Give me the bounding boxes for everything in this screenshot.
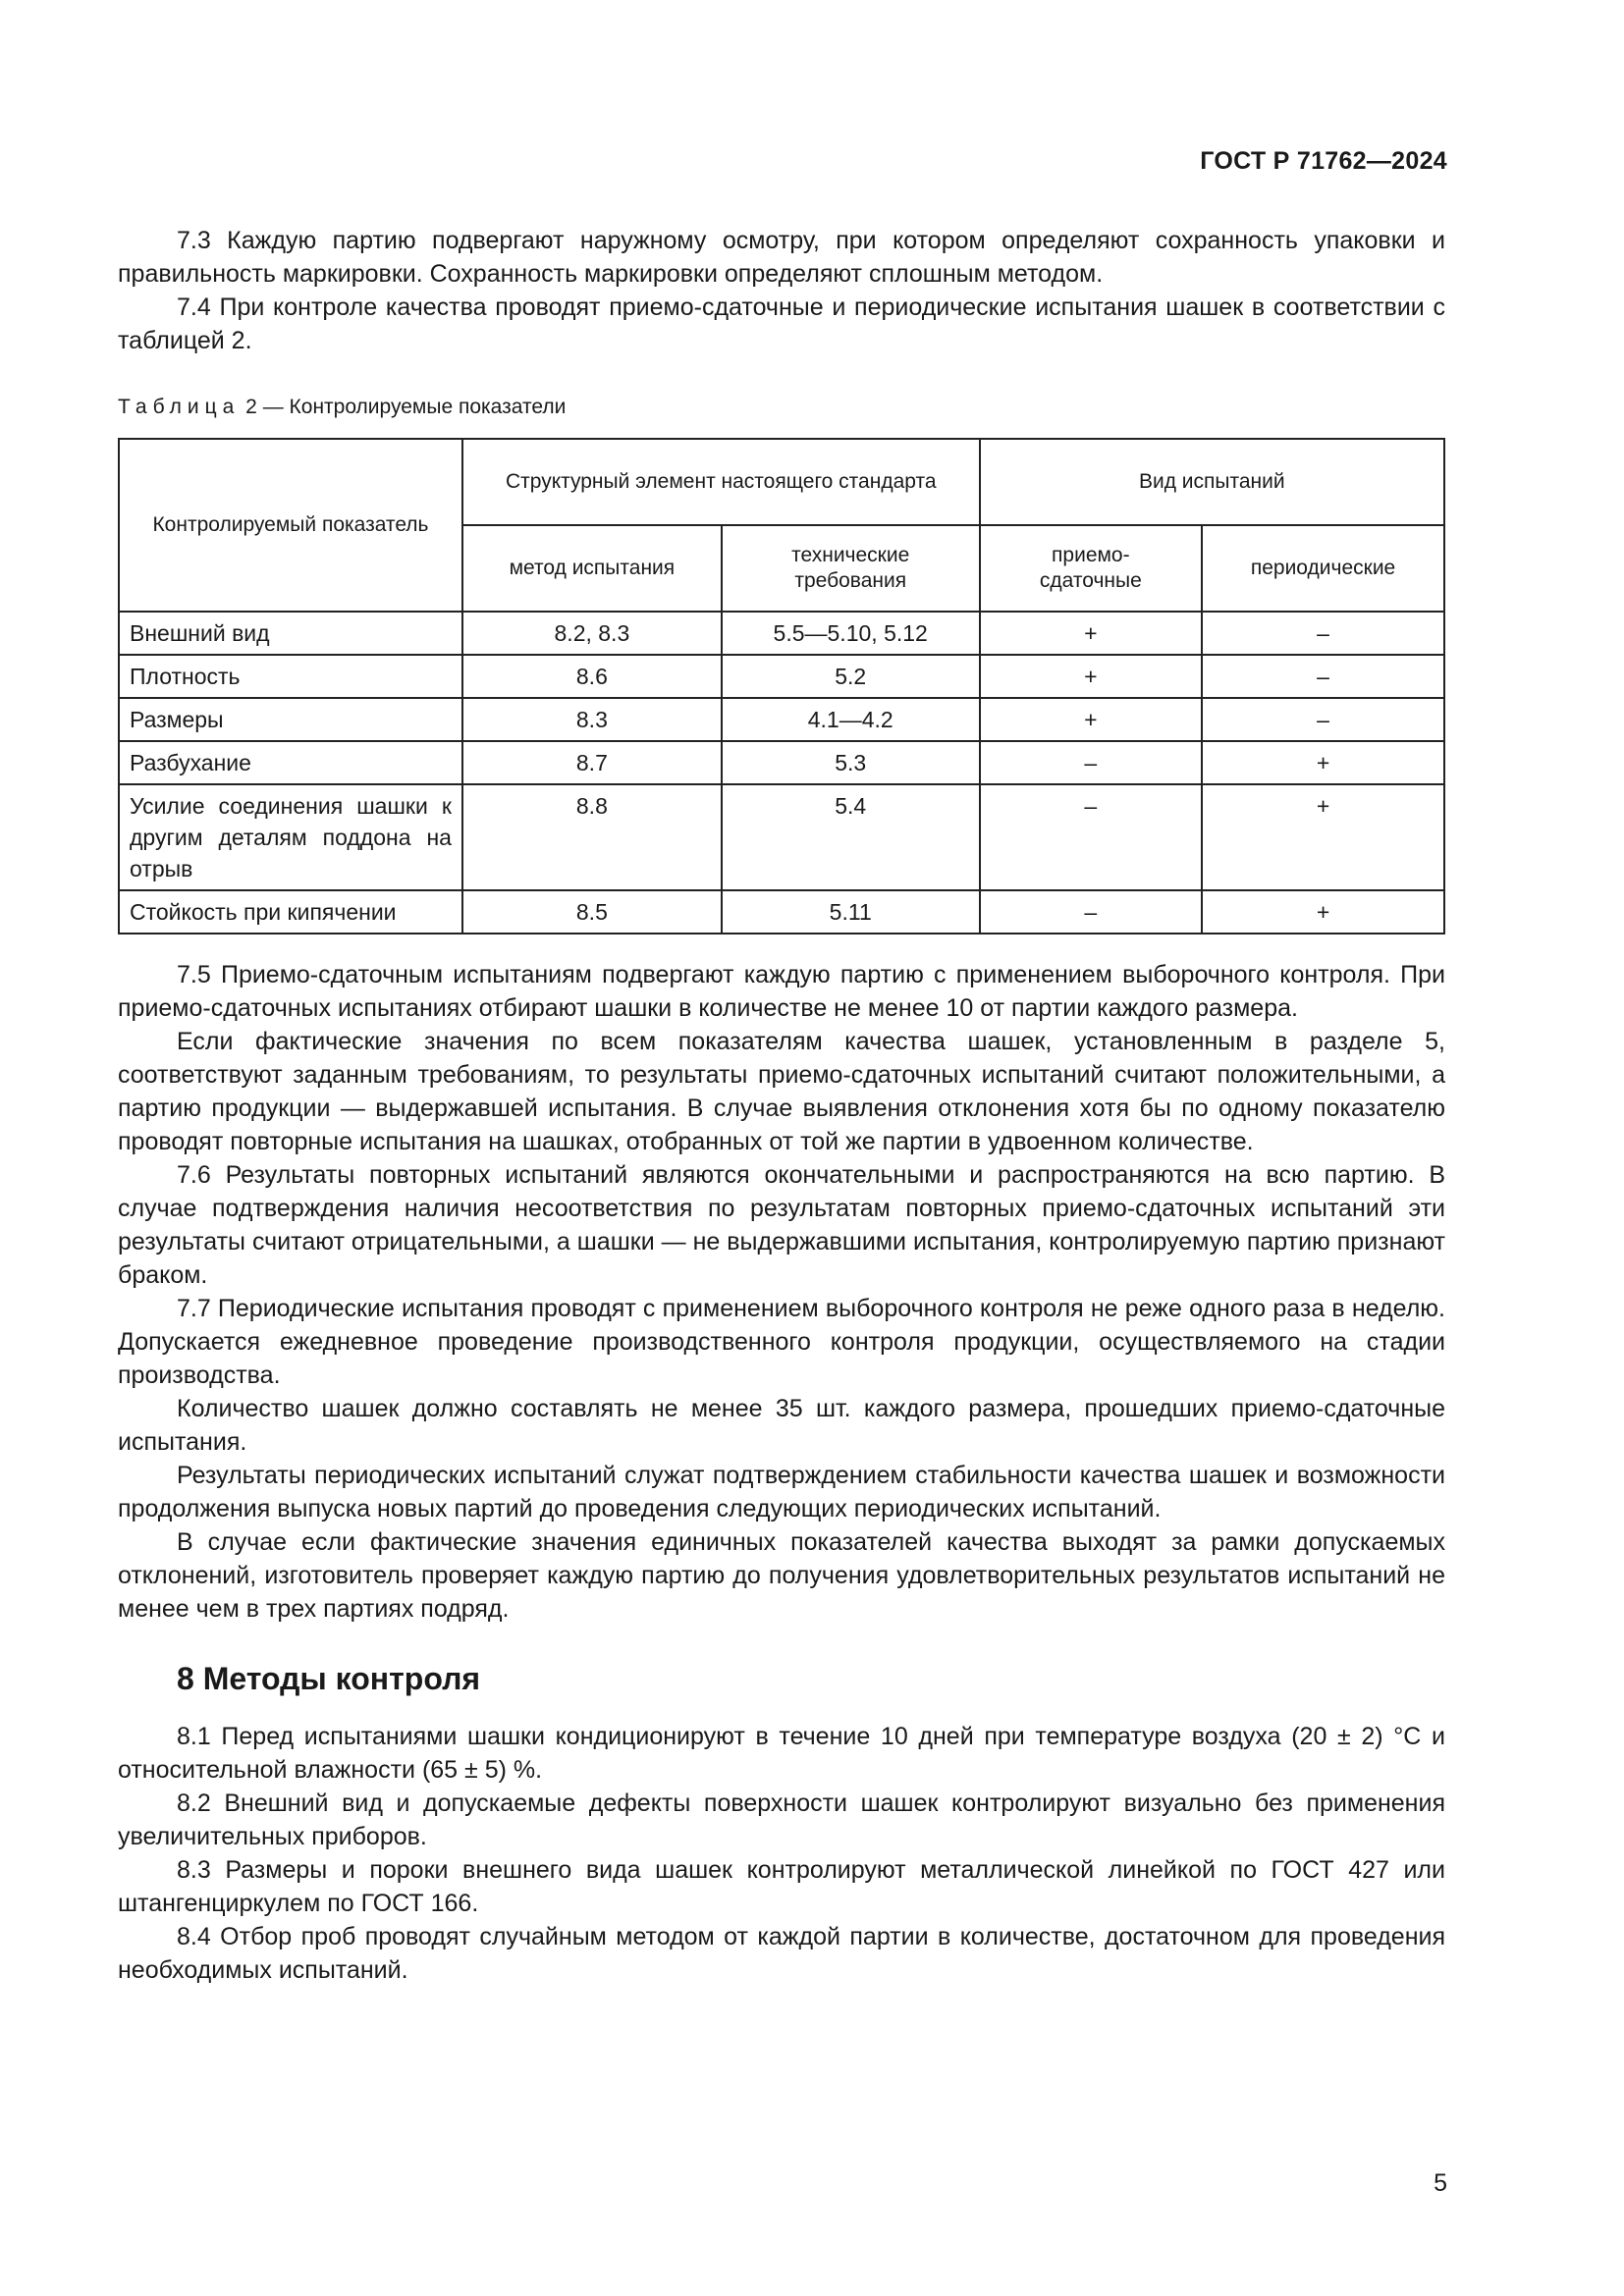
cell-indicator: Разбухание: [119, 741, 462, 784]
paragraph-7-4: 7.4 При контроле качества проводят приемо-сдаточные и периодические испытания шашек в соответствии с таблицей 2.: [118, 294, 1445, 354]
cell-requirements: 5.2: [722, 655, 980, 698]
cell-periodic: –: [1202, 612, 1444, 655]
cell-indicator: Внешний вид: [119, 612, 462, 655]
cell-periodic: +: [1202, 784, 1444, 890]
paragraph-8-1: 8.1 Перед испытаниями шашки кондиционируют в течение 10 дней при температуре воздуха (20 ± 2) °С и относительной влажности (65 ± 5) %.: [118, 1723, 1445, 1784]
cell-method: 8.6: [462, 655, 722, 698]
cell-requirements: 5.3: [722, 741, 980, 784]
header-acceptance: приемо-сдаточные: [980, 525, 1203, 612]
cell-acceptance: –: [980, 784, 1203, 890]
paragraph-7-3: 7.3 Каждую партию подвергают наружному осмотру, при котором определяют сохранность упаковки и правильность маркировки. Сохранность маркировки определяют сплошным методом.: [118, 227, 1445, 288]
cell-indicator: Стойкость при кипячении: [119, 890, 462, 934]
cell-indicator: Усилие соединения шашки к другим деталям поддона на отрыв: [119, 784, 462, 890]
table-row: [119, 698, 1444, 741]
header-test-type: Вид испытаний: [980, 439, 1444, 525]
cell-acceptance: +: [980, 612, 1203, 655]
header-periodic: периодические: [1202, 525, 1444, 612]
table-row: [119, 784, 1444, 890]
cell-acceptance: –: [980, 741, 1203, 784]
document-number: ГОСТ Р 71762—2024: [1200, 147, 1447, 175]
paragraph-7-7-results: Результаты периодических испытаний служат подтверждением стабильности качества шашек и возможности продолжения выпуска новых партий до проведения следующих периодических испытаний.: [118, 1462, 1445, 1522]
table-row: [119, 890, 1444, 934]
cell-requirements: 5.5—5.10, 5.12: [722, 612, 980, 655]
cell-acceptance: +: [980, 698, 1203, 741]
cell-acceptance: –: [980, 890, 1203, 934]
page-content: [118, 224, 1445, 1987]
paragraph-8-4: 8.4 Отбор проб проводят случайным методом от каждой партии в количестве, достаточном для проведения необходимых испытаний.: [118, 1923, 1445, 1984]
paragraph-7-7-quantity: Количество шашек должно составлять не менее 35 шт. каждого размера, прошедших приемо-сдаточные испытания.: [118, 1395, 1445, 1456]
cell-method: 8.8: [462, 784, 722, 890]
cell-requirements: 5.11: [722, 890, 980, 934]
paragraph-7-7-deviations: В случае если фактические значения единичных показателей качества выходят за рамки допускаемых отклонений, изготовитель проверяет каждую партию до получения удовлетворительных результатов испытаний не менее чем в трех партиях подряд.: [118, 1528, 1445, 1623]
cell-periodic: +: [1202, 741, 1444, 784]
table-row: [119, 612, 1444, 655]
cell-method: 8.3: [462, 698, 722, 741]
paragraph-7-5-cont: Если фактические значения по всем показателям качества шашек, установленным в разделе 5, соответствуют заданным требованиям, то результаты приемо-сдаточных испытаний считают положительными, а партию продукции — выдержавшей испытания. В случае выявления отклонения хотя бы по одному показателю проводят повторные испытания на шашках, отобранных от той же партии в удвоенном количестве.: [118, 1028, 1445, 1155]
paragraph-8-2: 8.2 Внешний вид и допускаемые дефекты поверхности шашек контролируют визуально без применения увеличительных приборов.: [118, 1789, 1445, 1850]
paragraph-7-5: 7.5 Приемо-сдаточным испытаниям подвергают каждую партию с применением выборочного контроля. При приемо-сдаточных испытаниях отбирают шашки в количестве не менее 10 от партии каждого размера.: [118, 961, 1445, 1022]
cell-acceptance: +: [980, 655, 1203, 698]
paragraph-8-3: 8.3 Размеры и пороки внешнего вида шашек контролируют металлической линейкой по ГОСТ 427 или штангенциркулем по ГОСТ 166.: [118, 1856, 1445, 1917]
cell-periodic: –: [1202, 655, 1444, 698]
cell-requirements: 5.4: [722, 784, 980, 890]
header-test-method: метод испытания: [462, 525, 722, 612]
cell-periodic: –: [1202, 698, 1444, 741]
page-number: 5: [1434, 2169, 1447, 2197]
header-technical-requirements: технические требования: [722, 525, 980, 612]
table-caption-label: Таблица: [118, 396, 241, 418]
cell-method: 8.7: [462, 741, 722, 784]
paragraph-7-6: 7.6 Результаты повторных испытаний являются окончательными и распространяются на всю партию. В случае подтверждения наличия несоответствия по результатам повторных приемо-сдаточных испытаний эти результаты считают отрицательными, а шашки — не выдержавшими испытания, контролируемую партию признают браком.: [118, 1161, 1445, 1289]
cell-method: 8.5: [462, 890, 722, 934]
table-caption-title: 2 — Контролируемые показатели: [240, 396, 567, 418]
controlled-indicators-table: [118, 438, 1445, 934]
cell-method: 8.2, 8.3: [462, 612, 722, 655]
cell-indicator: Размеры: [119, 698, 462, 741]
cell-periodic: +: [1202, 890, 1444, 934]
section-8-heading: 8 Методы контроля: [177, 1661, 481, 1696]
paragraph-7-7: 7.7 Периодические испытания проводят с применением выборочного контроля не реже одного раза в неделю. Допускается ежедневное проведение производственного контроля продукции, осуществляемого на стадии производства.: [118, 1295, 1445, 1389]
cell-indicator: Плотность: [119, 655, 462, 698]
table-caption: [118, 391, 1445, 424]
table-row: [119, 655, 1444, 698]
table-row: [119, 741, 1444, 784]
cell-requirements: 4.1—4.2: [722, 698, 980, 741]
header-structural-element: Структурный элемент настоящего стандарта: [462, 439, 980, 525]
header-indicator: Контролируемый показатель: [119, 439, 462, 612]
